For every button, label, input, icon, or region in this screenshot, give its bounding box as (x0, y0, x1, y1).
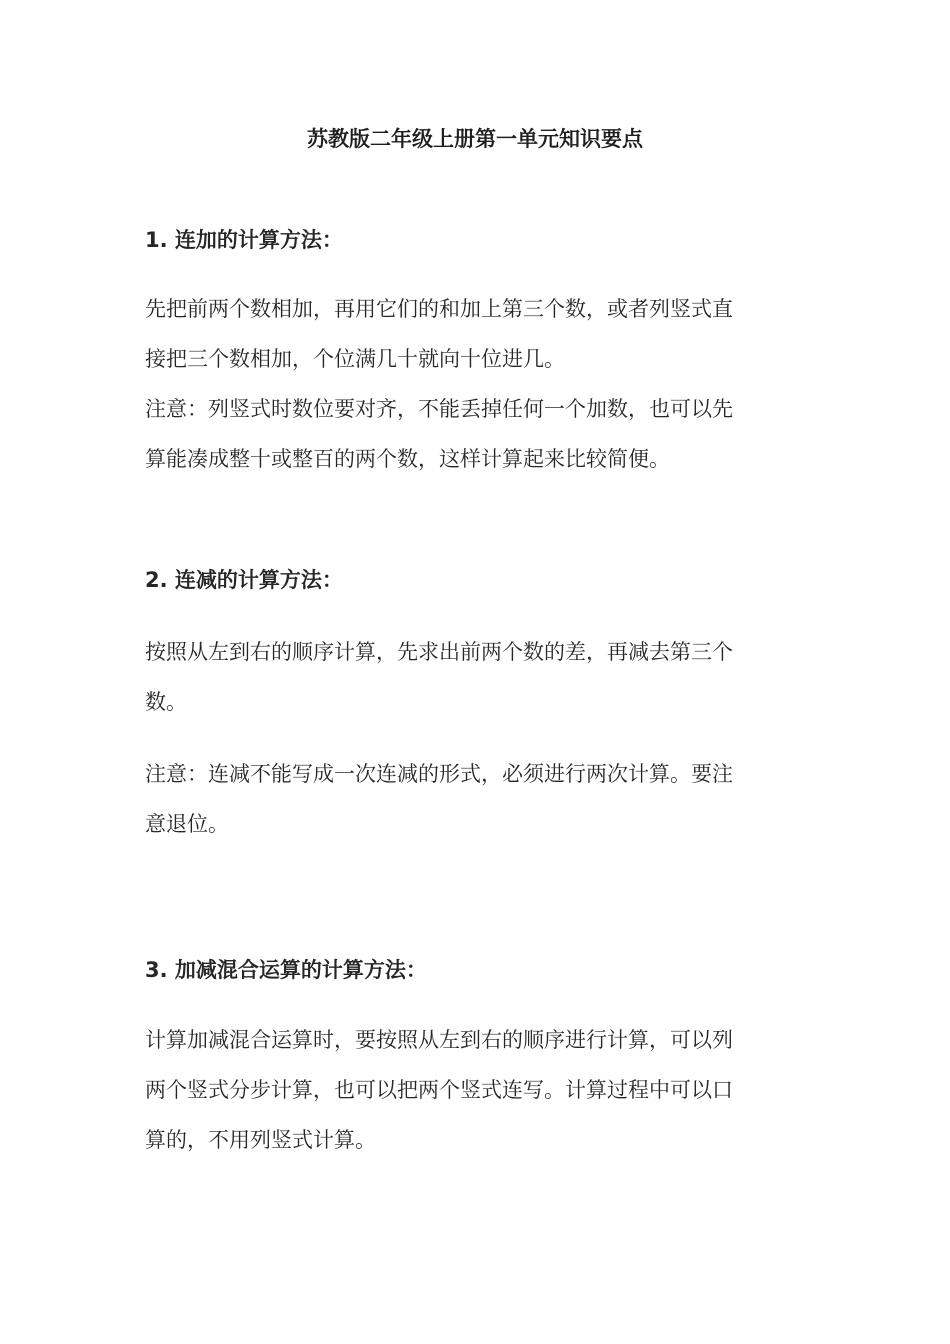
document-title: 苏教版二年级上册第一单元知识要点 (307, 127, 643, 151)
text-line: 先把前两个数相加，再用它们的和加上第三个数，或者列竖式直 (145, 297, 733, 321)
section-2-note (145, 749, 815, 849)
section-3-heading: 3. 加减混合运算的计算方法： (145, 958, 427, 982)
section-1-note (145, 384, 815, 484)
text-line: 算能凑成整十或整百的两个数，这样计算起来比较简便。 (145, 447, 670, 471)
section-1-heading: 1. 连加的计算方法： (145, 228, 343, 252)
text-line: 数。 (145, 690, 187, 714)
text-line: 注意：连减不能写成一次连减的形式，必须进行两次计算。要注 (145, 762, 733, 786)
section-2-paragraph-1 (145, 627, 815, 727)
text-line: 计算加减混合运算时，要按照从左到右的顺序进行计算，可以列 (145, 1028, 733, 1052)
text-line: 两个竖式分步计算，也可以把两个竖式连写。计算过程中可以口 (145, 1078, 733, 1102)
section-2-heading: 2. 连减的计算方法： (145, 568, 343, 592)
text-line: 意退位。 (145, 812, 229, 836)
section-1-paragraph-1 (145, 284, 815, 384)
section-3-paragraph-1 (145, 1015, 815, 1165)
text-line: 按照从左到右的顺序计算，先求出前两个数的差，再减去第三个 (145, 640, 733, 664)
text-line: 注意：列竖式时数位要对齐，不能丢掉任何一个加数，也可以先 (145, 397, 733, 421)
text-line: 接把三个数相加，个位满几十就向十位进几。 (145, 347, 565, 371)
text-line: 算的，不用列竖式计算。 (145, 1128, 376, 1152)
